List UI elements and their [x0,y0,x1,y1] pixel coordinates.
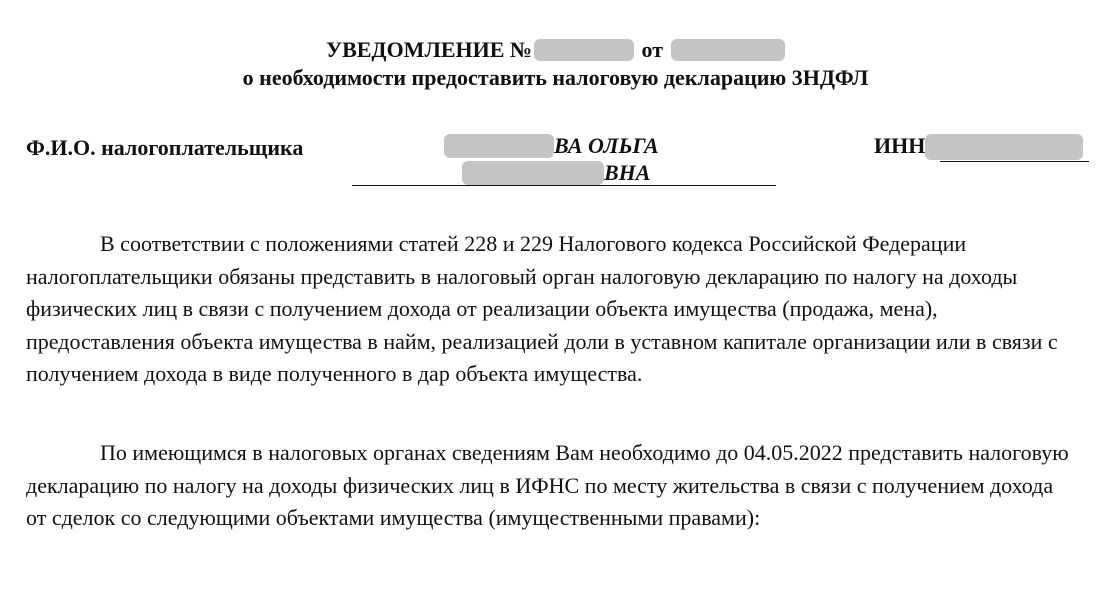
notice-title [0,36,1111,64]
inn-field [874,132,1083,161]
body-paragraph-2: По имеющимся в налоговых органах сведениям Вам необходимо до 04.05.2022 представить налоговую декларацию по налогу на доходы физических лиц в ИФНС по месту жительства в связи с получением дохода от сделок со следующими объектами имущества (имущественными правами): [26,440,1069,530]
fio-line1-text: ВА ОЛЬГА [554,133,659,158]
notice-subtitle: о необходимости предоставить налоговую декларацию 3НДФЛ [242,65,869,90]
fio-value-line2 [462,159,650,187]
inn-label: ИНН [874,133,926,158]
redacted-inn [925,134,1083,160]
body-paragraph-1: В соответствии с положениями статей 228 и 229 Налогового кодекса Российской Федерации налогоплательщики обязаны представить в налоговый орган налоговую декларацию по налогу на доходы физических лиц в связи с получением дохода от реализации объекта имущества (продажа, мена), предоставления объекта имущества в найм, реализацией доли в уставном капитале организации или в связи с получением дохода в виде полученного в дар объекта имущества. [26,231,1058,386]
fio-value-line1 [444,132,659,160]
inn-underline [940,161,1089,162]
fio-line2-text: ВНА [604,160,651,185]
notice-title-from: от [641,37,664,62]
fio-underline [352,185,776,186]
redacted-patronymic [462,161,604,185]
redacted-notice-number [534,39,634,61]
fio-label: Ф.И.О. налогоплательщика [26,135,304,160]
redacted-notice-date [671,39,785,61]
redacted-surname [444,134,554,158]
notice-title-prefix: УВЕДОМЛЕНИЕ № [325,37,533,62]
